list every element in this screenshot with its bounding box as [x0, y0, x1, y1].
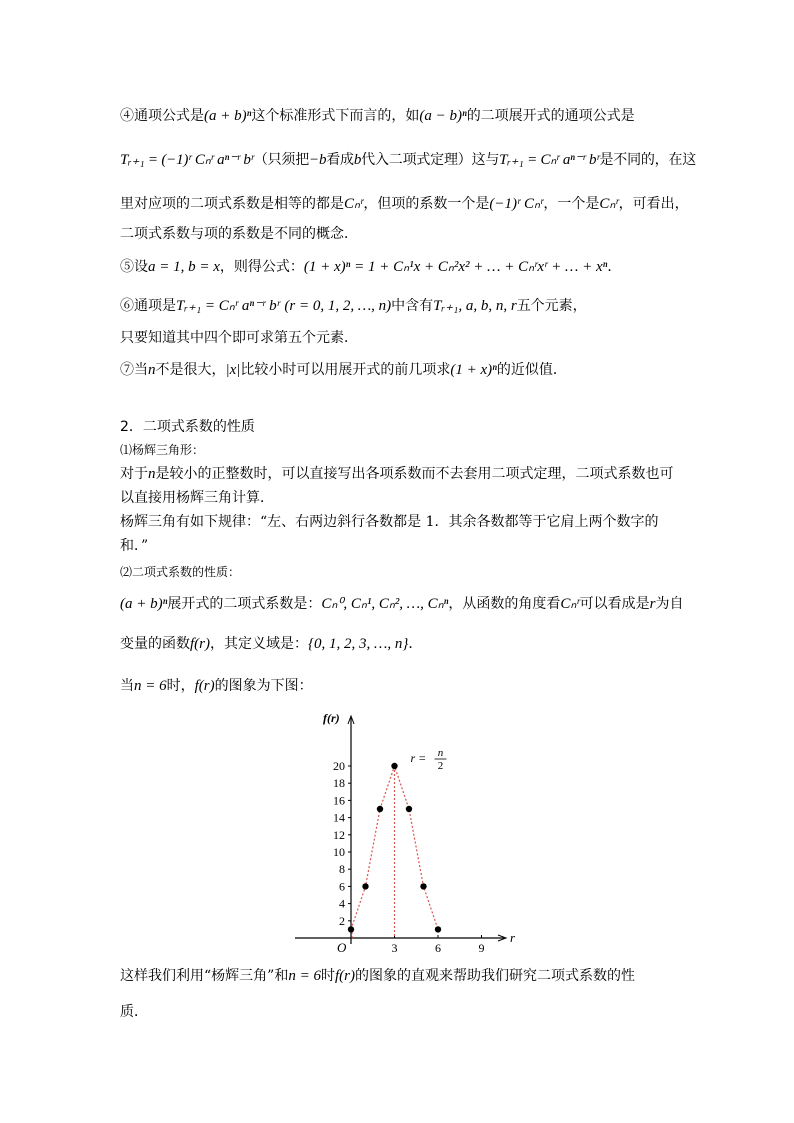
annotation-lhs: r = [410, 751, 427, 765]
para4-line4: 二项式系数与项的系数是不同的概念． [120, 226, 358, 242]
s2-p5-line2: 质． [120, 1004, 148, 1020]
text: 看成 [326, 152, 354, 168]
formula: (−1)ʳ Cₙʳ [489, 196, 544, 212]
para4-line3 [120, 194, 689, 214]
text: ． [607, 259, 622, 275]
formula: n [148, 362, 156, 378]
y-tick-label: 18 [333, 776, 345, 791]
text: 时， [166, 678, 195, 694]
text: 当 [120, 678, 134, 694]
formula: n [148, 466, 156, 482]
y-tick-label: 8 [339, 862, 345, 877]
text: ． [408, 636, 423, 652]
x-tick-label: 6 [435, 941, 441, 953]
x-tick-label: 3 [391, 941, 398, 953]
text: ，从函数的角度看 [448, 596, 561, 612]
data-point [391, 763, 397, 769]
subsection-1: ⑴杨辉三角形： [120, 443, 205, 457]
text: ⑦当 [120, 362, 148, 378]
text: 比较小时可以用展开式的前几项求 [240, 362, 451, 378]
text: ⑤设 [120, 259, 148, 275]
para7 [120, 360, 567, 380]
formula: Cₙ⁰, Cₙ¹, Cₙ², …, Cₙⁿ [321, 596, 449, 612]
text: 是不同的，在这 [599, 152, 697, 168]
chart-labels [323, 711, 516, 953]
para4-line1 [120, 106, 635, 126]
para6-line2: 只要知道其中四个即可求第五个元素． [120, 330, 358, 346]
section-heading: 2．二项式系数的性质 [120, 419, 255, 435]
formula: {0, 1, 2, 3, …, n} [308, 636, 409, 652]
y-tick-label: 6 [339, 879, 345, 894]
formula: Cₙʳ [344, 196, 364, 212]
text: 里对应项的二项式系数是相等的都是 [120, 196, 344, 212]
s2-p1-line2: 以直接用杨辉三角计算． [120, 490, 274, 506]
formula: f(r) [190, 636, 210, 652]
text: 展开式的二项式系数是： [167, 596, 322, 612]
text: 对于 [120, 466, 148, 482]
text: 的图象的直观来帮助我们研究二项式系数的性 [354, 968, 635, 984]
formula: (a + b)ⁿ [120, 596, 168, 612]
s2-p3-line1 [120, 594, 684, 614]
text: 的图象为下图： [214, 678, 313, 694]
formula: Cₙʳ [599, 196, 619, 212]
data-point [406, 806, 412, 812]
formula: n = 6 [288, 968, 321, 984]
text: （只须把 [253, 152, 310, 168]
data-point [420, 883, 426, 889]
text: 这个标准形式下而言的，如 [251, 108, 420, 124]
data-point [377, 806, 383, 812]
data-point [348, 926, 354, 932]
y-tick-label: 10 [333, 845, 345, 859]
text: 是较小的正整数时，可以直接写出各项系数而不去套用二项式定理，二项式系数也可 [155, 466, 674, 482]
s2-p1-line1 [120, 464, 674, 484]
formula: r [649, 596, 656, 612]
s2-p2-line1: 杨辉三角有如下规律：“左、右两边斜行各数都是 1．其余各数都等于它肩上两个数字的 [120, 514, 659, 530]
y-tick-label: 14 [333, 810, 345, 825]
text: 不是很大， [155, 362, 226, 378]
formula: Tᵣ₊₁, a, b, n, r [433, 298, 517, 314]
text: 时 [320, 968, 335, 984]
formula: b [353, 152, 362, 168]
formula: f(r) [334, 968, 355, 984]
binomial-coefficient-chart [295, 708, 525, 953]
y-axis-label: f(r) [323, 711, 340, 725]
text: 中含有 [391, 298, 434, 314]
y-tick-label: 4 [339, 896, 345, 911]
text: ，一个是 [543, 196, 600, 212]
text: ，其定义域是： [210, 636, 308, 652]
formula: Tᵣ₊₁ = Cₙʳ aⁿ⁻ʳ bʳ [499, 152, 600, 168]
formula: f(r) [194, 678, 215, 694]
text: ⑥通项是 [120, 298, 176, 314]
text: 变量的函数 [120, 636, 190, 652]
s2-p5-line1 [120, 966, 635, 986]
text: 的近似值． [496, 362, 567, 378]
formula: −b [309, 152, 327, 168]
text: ，但项的系数一个是 [363, 196, 490, 212]
y-tick-label: 16 [333, 793, 345, 808]
origin-label: O [337, 940, 347, 953]
y-tick-label: 20 [333, 759, 345, 773]
formula: Tᵣ₊₁ = Cₙʳ aⁿ⁻ʳ bʳ [176, 298, 280, 314]
chart-axes [295, 716, 506, 944]
formula: n = 6 [134, 678, 167, 694]
text: 的二项展开式的通项公式是 [466, 108, 635, 124]
annotation-numerator: n [437, 747, 444, 759]
formula: (a + b)ⁿ [204, 108, 252, 124]
y-tick-label: 12 [333, 827, 345, 842]
para5 [120, 257, 621, 277]
formula: (r = 0, 1, 2, …, n) [284, 298, 392, 314]
text: 代入二项式定理）这与 [361, 152, 500, 168]
x-axis-label: r [510, 930, 516, 945]
s2-p3-line2 [120, 634, 422, 654]
formula: Cₙʳ [560, 596, 580, 612]
annotation-denominator: 2 [437, 760, 444, 772]
text: 为自 [655, 596, 684, 612]
text: 这样我们利用“杨辉三角”和 [120, 968, 289, 984]
y-tick-label: 2 [339, 913, 345, 928]
text: ，则得公式： [219, 259, 304, 275]
formula: (a − b)ⁿ [419, 108, 467, 124]
text: 五个元素， [516, 298, 587, 314]
formula: (1 + x)ⁿ = 1 + Cₙ¹x + Cₙ²x² + … + Cₙʳxʳ + … + xⁿ [303, 259, 608, 275]
formula: a = 1, b = x [148, 259, 220, 275]
s2-p2-line2: 和．” [120, 538, 149, 554]
text: 可以看成是 [579, 596, 650, 612]
text: ，可看出， [618, 196, 689, 212]
x-tick-label: 9 [478, 941, 485, 953]
text: ④通项公式是 [120, 108, 204, 124]
formula: |x| [225, 362, 241, 378]
formula: (1 + x)ⁿ [450, 362, 497, 378]
para4-line2 [120, 150, 696, 170]
data-point [362, 883, 368, 889]
subsection-2: ⑵二项式系数的性质： [120, 565, 241, 579]
para6-line1 [120, 296, 587, 316]
formula: Tᵣ₊₁ = (−1)ʳ Cₙʳ aⁿ⁻ʳ bʳ [120, 152, 254, 168]
data-point [435, 926, 441, 932]
s2-p4 [120, 676, 313, 696]
